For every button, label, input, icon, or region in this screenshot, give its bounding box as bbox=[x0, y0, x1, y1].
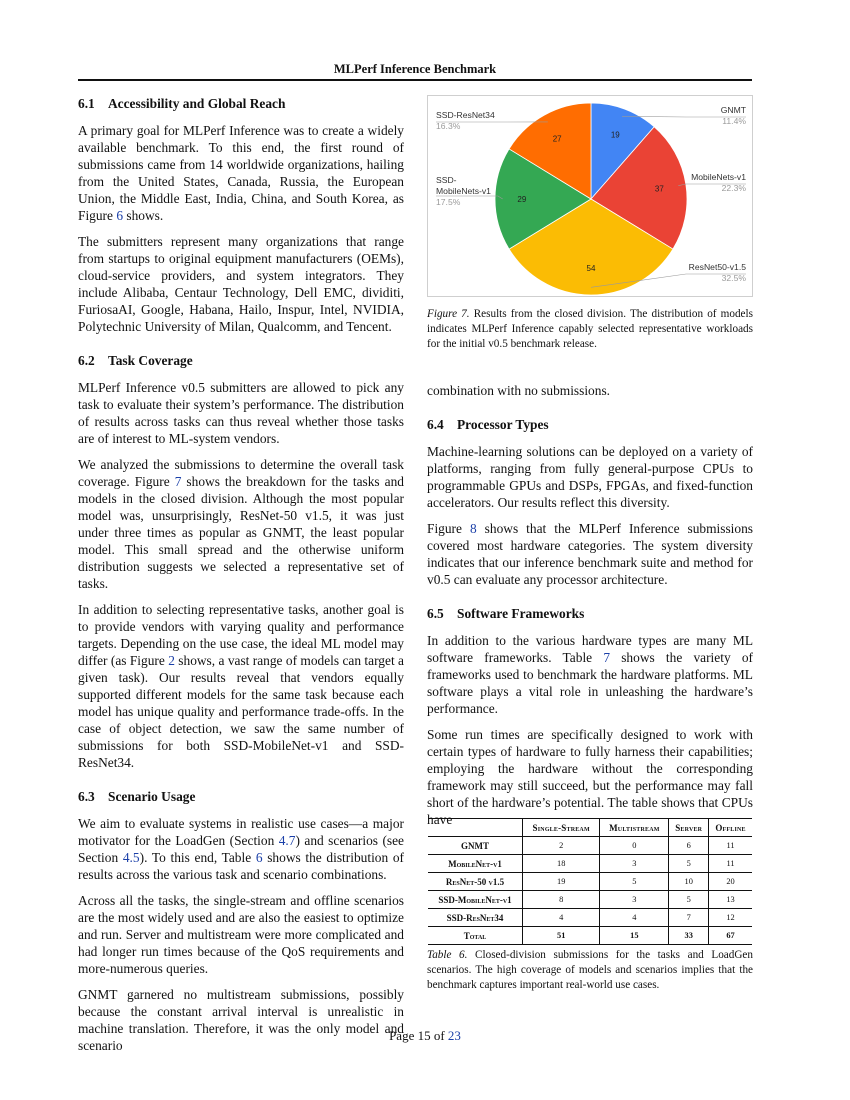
table-cell: 15 bbox=[600, 927, 669, 945]
table-header-cell: Server bbox=[669, 819, 709, 837]
table-cell: 10 bbox=[669, 873, 709, 891]
table-cell: 3 bbox=[600, 855, 669, 873]
table-row bbox=[428, 837, 752, 855]
table-cell: 12 bbox=[709, 909, 752, 927]
table-cell: 5 bbox=[669, 855, 709, 873]
table-cell: 8 bbox=[523, 891, 600, 909]
table-cell: 13 bbox=[709, 891, 752, 909]
pie-value-label: 37 bbox=[654, 184, 664, 194]
paragraph: Some run times are specifically designed to work with certain types of hardware to fully harness their capabilities; employing the hardware without the corresponding framework may still succeed, but the performance may fall short of the hardware’s potential. The table shows that CPUs have bbox=[427, 727, 753, 827]
table-cell: 5 bbox=[669, 891, 709, 909]
table-header-cell: Single-Stream bbox=[523, 819, 600, 837]
pie-value-label: 19 bbox=[610, 130, 620, 140]
pie-legend-label: SSD-MobileNets-v1 bbox=[436, 175, 491, 196]
row-label: SSD-ResNet34 bbox=[428, 909, 523, 927]
section-heading-6-1: 6.1 Accessibility and Global Reach bbox=[78, 96, 286, 111]
table-cell: 3 bbox=[600, 891, 669, 909]
left-column bbox=[78, 95, 404, 1063]
row-label: GNMT bbox=[428, 837, 523, 855]
pie-value-label: 54 bbox=[586, 264, 596, 274]
table-header-cell: Offline bbox=[709, 819, 752, 837]
table-cell: 4 bbox=[523, 909, 600, 927]
pie-legend-label: GNMT bbox=[720, 105, 746, 115]
paragraph: MLPerf Inference v0.5 submitters are allowed to pick any task to evaluate their system’s performance. The distribution of results across tasks can thus reveal whether those tasks are of interest to ML-system vendors. bbox=[78, 380, 404, 446]
section-heading-6-2: 6.2 Task Coverage bbox=[78, 353, 193, 368]
pie-percent-label: 22.3% bbox=[721, 183, 746, 193]
table-link[interactable]: 6 bbox=[255, 850, 263, 865]
paragraph: The submitters represent many organizations that range from startups to original equipment manufacturers (OEMs), cloud-service providers, and system integrators. They include Alibaba, Centaur Technology, Dell EMC, dividiti, FuriosaAI, Google, Habana, Hailo, Inspur, Intel, NVIDIA, Polytechnic University of Milan, Qualcomm, and Tencent. bbox=[78, 234, 404, 334]
table-cell: 7 bbox=[669, 909, 709, 927]
pie-percent-label: 11.4% bbox=[722, 116, 746, 126]
paragraph: In addition to selecting representative tasks, another goal is to provide vendors with varying quality and performance targets. Depending on the use case, the ideal ML model may differ (as Figure 2 shows, a vast range of models can target a given task). Our results reveal that vendors equally supported different models for the same task because each model has unique quality and performance trade-offs. In the case of object detection, we saw the same number of submissions for both SSD-MobileNet-v1 and SSD-ResNet34. bbox=[78, 602, 404, 770]
figure-link[interactable]: 7 bbox=[174, 474, 182, 489]
table-header-cell: Multistream bbox=[600, 819, 669, 837]
row-label: MobileNet-v1 bbox=[428, 855, 523, 873]
table-cell: 11 bbox=[709, 855, 752, 873]
paragraph: A primary goal for MLPerf Inference was to create a widely available benchmark. To this end, the first round of submissions came from 14 worldwide organizations, hailing from the United States, Canada, Russia, the European Union, the Middle East, India, China, and South Korea, as Figure 6 shows. bbox=[78, 123, 404, 223]
table-cell: 67 bbox=[709, 927, 752, 945]
table-row bbox=[428, 873, 752, 891]
paragraph: We analyzed the submissions to determine the overall task coverage. Figure 7 shows the breakdown for the tasks and models in the closed division. Although the most popular model was, unsurprisingly, ResNet-50 v1.5, it was just under three times as popular as GNMT, the least popular model. This small spread and the otherwise uniform distribution suggests we selected a representative set of tasks. bbox=[78, 457, 404, 591]
page-footer: Page 15 of 23 bbox=[389, 1028, 461, 1043]
table-cell: 18 bbox=[523, 855, 600, 873]
paragraph: In addition to the various hardware types are many ML software frameworks. Table 7 shows the variety of frameworks used to benchmark the hardware platforms. ML software plays a vital role in unleashing the hardware’s performance. bbox=[427, 633, 753, 716]
total-pages-link[interactable]: 23 bbox=[447, 1028, 461, 1043]
table-cell: 20 bbox=[709, 873, 752, 891]
table-cell: 5 bbox=[600, 873, 669, 891]
section-heading-6-3: 6.3 Scenario Usage bbox=[78, 789, 196, 804]
table-cell: 2 bbox=[523, 837, 600, 855]
section-heading-6-5: 6.5 Software Frameworks bbox=[427, 606, 585, 621]
section-heading-6-4: 6.4 Processor Types bbox=[427, 417, 549, 432]
paragraph: combination with no submissions. bbox=[427, 383, 611, 398]
paragraph: Machine-learning solutions can be deployed on a variety of platforms, ranging from fully general-purpose CPUs to programmable GPUs and DSPs, FPGAs, and fixed-function accelerators. Our results reflect this diversity. bbox=[427, 444, 753, 510]
header-rule bbox=[78, 79, 752, 81]
section-link[interactable]: 4.7 bbox=[278, 833, 296, 848]
figure-7-frame bbox=[427, 95, 753, 297]
pie-percent-label: 17.5% bbox=[436, 197, 461, 207]
table-cell: 4 bbox=[600, 909, 669, 927]
table-row bbox=[428, 855, 752, 873]
row-label: SSD-MobileNet-v1 bbox=[428, 891, 523, 909]
pie-percent-label: 32.5% bbox=[721, 273, 746, 283]
pie-value-label: 27 bbox=[552, 134, 562, 144]
figure-7-caption: Figure 7. Results from the closed division. The distribution of models indicates MLPerf Inference capably selected representative workloads for the initial v0.5 benchmark release. bbox=[427, 308, 753, 350]
pie-percent-label: 16.3% bbox=[436, 121, 461, 131]
table-6 bbox=[428, 818, 752, 945]
pie-legend-label: ResNet50-v1.5 bbox=[688, 262, 746, 272]
table-row bbox=[428, 909, 752, 927]
paragraph: Figure 8 shows that the MLPerf Inference submissions covered most hardware categories. The system diversity indicates that our inference benchmark suite and method for v0.5 can evaluate any processor architecture. bbox=[427, 521, 753, 587]
table-6-caption: Table 6. Closed-division submissions for the tasks and LoadGen scenarios. The high coverage of models and scenarios implies that the benchmark captures important real-world use cases. bbox=[427, 949, 753, 991]
table-link[interactable]: 7 bbox=[603, 650, 611, 665]
table-cell: 19 bbox=[523, 873, 600, 891]
table-row bbox=[428, 891, 752, 909]
paragraph: GNMT garnered no multistream submissions, possibly because the constant arrival interval is unrealistic in machine translation. Therefore, it was the only model and scenario bbox=[78, 987, 404, 1053]
table-cell: 33 bbox=[669, 927, 709, 945]
paragraph: Across all the tasks, the single-stream and offline scenarios are the most widely used and are also the easiest to optimize and run. Server and multistream were more complicated and had longer run times because of the QoS requirements and more-numerous queries. bbox=[78, 893, 404, 976]
table-header-row bbox=[428, 819, 752, 837]
table-header-cell bbox=[428, 819, 523, 837]
running-header: MLPerf Inference Benchmark bbox=[333, 62, 497, 76]
pie-legend-label: MobileNets-v1 bbox=[691, 172, 746, 182]
row-label: Total bbox=[428, 927, 523, 945]
row-label: ResNet-50 v1.5 bbox=[428, 873, 523, 891]
pie-chart bbox=[428, 96, 752, 296]
figure-link[interactable]: 2 bbox=[168, 653, 175, 668]
table-cell: 0 bbox=[600, 837, 669, 855]
paragraph: We aim to evaluate systems in realistic use cases—a major motivator for the LoadGen (Section 4.7) and scenarios (see Section 4.5). To this end, Table 6 shows the distribution of results across the various task and scenario combinations. bbox=[78, 816, 405, 882]
table-cell: 51 bbox=[523, 927, 600, 945]
table-cell: 11 bbox=[709, 837, 752, 855]
pie-legend-label: SSD-ResNet34 bbox=[436, 110, 495, 120]
figure-link[interactable]: 6 bbox=[116, 208, 124, 223]
section-link[interactable]: 4.5 bbox=[122, 850, 140, 865]
table-cell: 6 bbox=[669, 837, 709, 855]
figure-link[interactable]: 8 bbox=[469, 521, 477, 536]
right-column bbox=[427, 382, 753, 837]
pie-value-label: 29 bbox=[517, 195, 527, 204]
table-total-row bbox=[428, 927, 752, 945]
